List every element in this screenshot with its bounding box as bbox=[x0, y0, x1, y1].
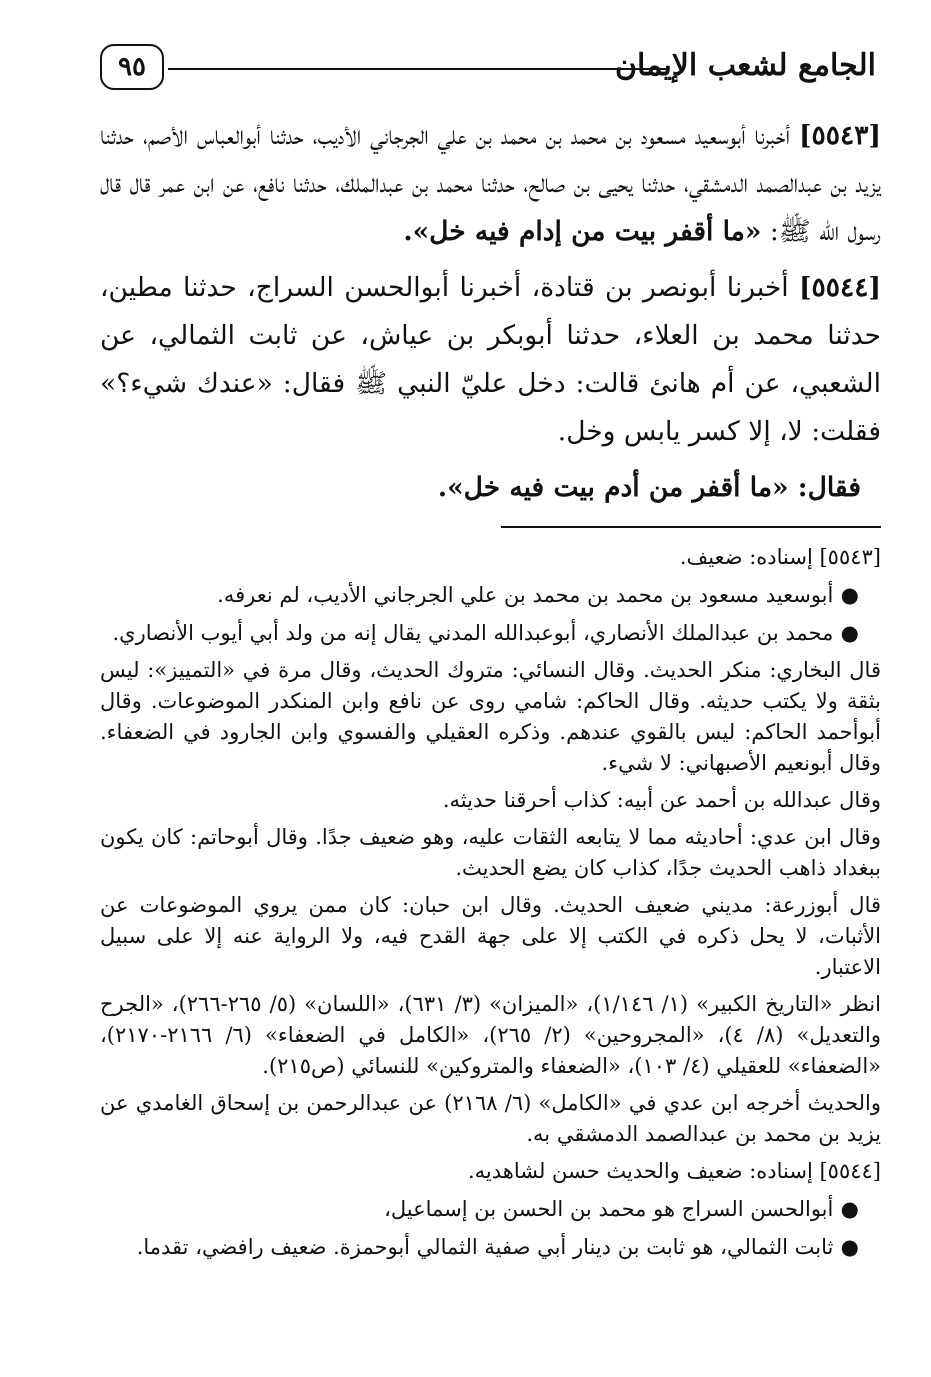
note-paragraph: والحديث أخرجه ابن عدي في «الكامل» (٦/ ٢١٦٨) عن عبدالرحمن بن إسحاق الغامدي عن يزيد بن محمد بن عبدالصمد الدمشقي به. bbox=[100, 1091, 881, 1146]
page-header bbox=[100, 38, 876, 98]
bullet-icon: ● bbox=[833, 1196, 859, 1221]
note-paragraph: وقال ابن عدي: أحاديثه مما لا يتابعه الثقات عليه، وهو ضعيف جدًا. وقال أبوحاتم: كان يكون ببغداد ذاهب الحديث جدًا، كذاب كان يضع الحديث. bbox=[100, 825, 881, 880]
hadith-quote: «ما أقفر بيت من إدام فيه خل». bbox=[403, 216, 762, 247]
hadith-text: أخبرنا أبوسعيد مسعود بن محمد بن محمد بن علي الجرجاني الأديب، حدثنا أبوالعباس الأصم، حدثنا يزيد بن عبدالصمد الدمشقي، حدثنا يحيى بن صالح، حدثنا محمد بن عبدالملك، حدثنا نافع، عن ابن عمر قال قال رسول الله ﷺ: bbox=[100, 120, 881, 247]
header-rule bbox=[168, 68, 666, 70]
bullet-text: ثابت الثمالي، هو ثابت بن دينار أبي صفية الثمالي أبوحمزة. ضعيف رافضي، تقدما. bbox=[136, 1235, 834, 1259]
footnote-rule bbox=[501, 526, 881, 528]
note-bullet bbox=[100, 1193, 881, 1225]
note-bullet bbox=[100, 579, 881, 611]
bullet-icon: ● bbox=[833, 620, 859, 645]
hadith-number: [٥٥٤٣] bbox=[798, 120, 881, 151]
bullet-icon: ● bbox=[833, 582, 859, 607]
page-number: ٩٥ bbox=[100, 44, 164, 90]
bullet-text: محمد بن عبدالملك الأنصاري، أبوعبدالله المدني يقال إنه من ولد أبي أيوب الأنصاري. bbox=[112, 621, 834, 645]
bullet-icon: ● bbox=[833, 1234, 859, 1259]
note-paragraph: قال البخاري: منكر الحديث. وقال النسائي: متروك الحديث، وقال مرة في «التمييز»: ليس بثقة ولا يكتب حديثه. وقال الحاكم: شامي روى عن نافع وابن المنكدر الموضوعات. وقال أبوأحمد الحاكم: ليس بالقوي عندهم. وذكره العقيلي والفسوي وابن الجارود في الضعفاء. وقال أبونعيم الأصبهاني: لا شيء. bbox=[100, 658, 881, 775]
note-bullet bbox=[100, 617, 881, 649]
hadith-5544 bbox=[100, 264, 881, 456]
main-text bbox=[100, 112, 881, 520]
note-paragraph: انظر «التاريخ الكبير» (١/ ١/١٤٦)، «الميزان» (٣/ ٦٣١)، «اللسان» (٥/ ٢٦٥-٢٦٦)، «الجرح والتعديل» (٨/ ٤)، «المجروحين» (٢/ ٢٦٥)، «الكامل في الضعفاء» (٦/ ٢١٦٦-٢١٧٠)، «الضعفاء» للعقيلي (٤/ ١٠٣)، «الضعفاء والمتروكين» للنسائي (ص٢١٥). bbox=[100, 992, 881, 1078]
hadith-quote: فقال: «ما أقفر من أدم بيت فيه خل». bbox=[437, 472, 861, 503]
note-paragraph: قال أبوزرعة: مديني ضعيف الحديث. وقال ابن حبان: كان ممن يروي الموضوعات عن الأثبات، لا يحل ذكره في الكتب إلا على جهة القدح فيه، ولا الرواية عنه إلا على سبيل الاعتبار. bbox=[100, 893, 881, 979]
note-paragraph: وقال عبدالله بن أحمد عن أبيه: كذاب أحرقنا حديثه. bbox=[442, 788, 881, 812]
bullet-text: أبوالحسن السراج هو محمد بن الحسن بن إسماعيل، bbox=[384, 1197, 834, 1221]
hadith-number: [٥٥٤٤] bbox=[798, 272, 881, 303]
bullet-text: أبوسعيد مسعود بن محمد بن محمد بن علي الجرجاني الأديب، لم نعرفه. bbox=[217, 583, 834, 607]
book-title: الجامع لشعب الإيمان bbox=[614, 48, 876, 83]
note-heading: [٥٥٤٤] إسناده: ضعيف والحديث حسن لشاهديه. bbox=[467, 1159, 881, 1183]
footnotes bbox=[100, 542, 881, 1269]
hadith-text: أخبرنا أبونصر بن قتادة، أخبرنا أبوالحسن السراج، حدثنا مطين، حدثنا محمد بن العلاء، حدثنا أبوبكر بن عياش، عن ثابت الثمالي، عن الشعبي، عن أم هانئ قالت: دخل عليّ النبي ﷺ فقال: «عندك شيء؟» فقلت: لا، إلا كسر يابس وخل. bbox=[100, 272, 881, 447]
note-bullet bbox=[100, 1231, 881, 1263]
hadith-5543 bbox=[100, 112, 881, 256]
note-heading: [٥٥٤٣] إسناده: ضعيف. bbox=[679, 545, 881, 569]
